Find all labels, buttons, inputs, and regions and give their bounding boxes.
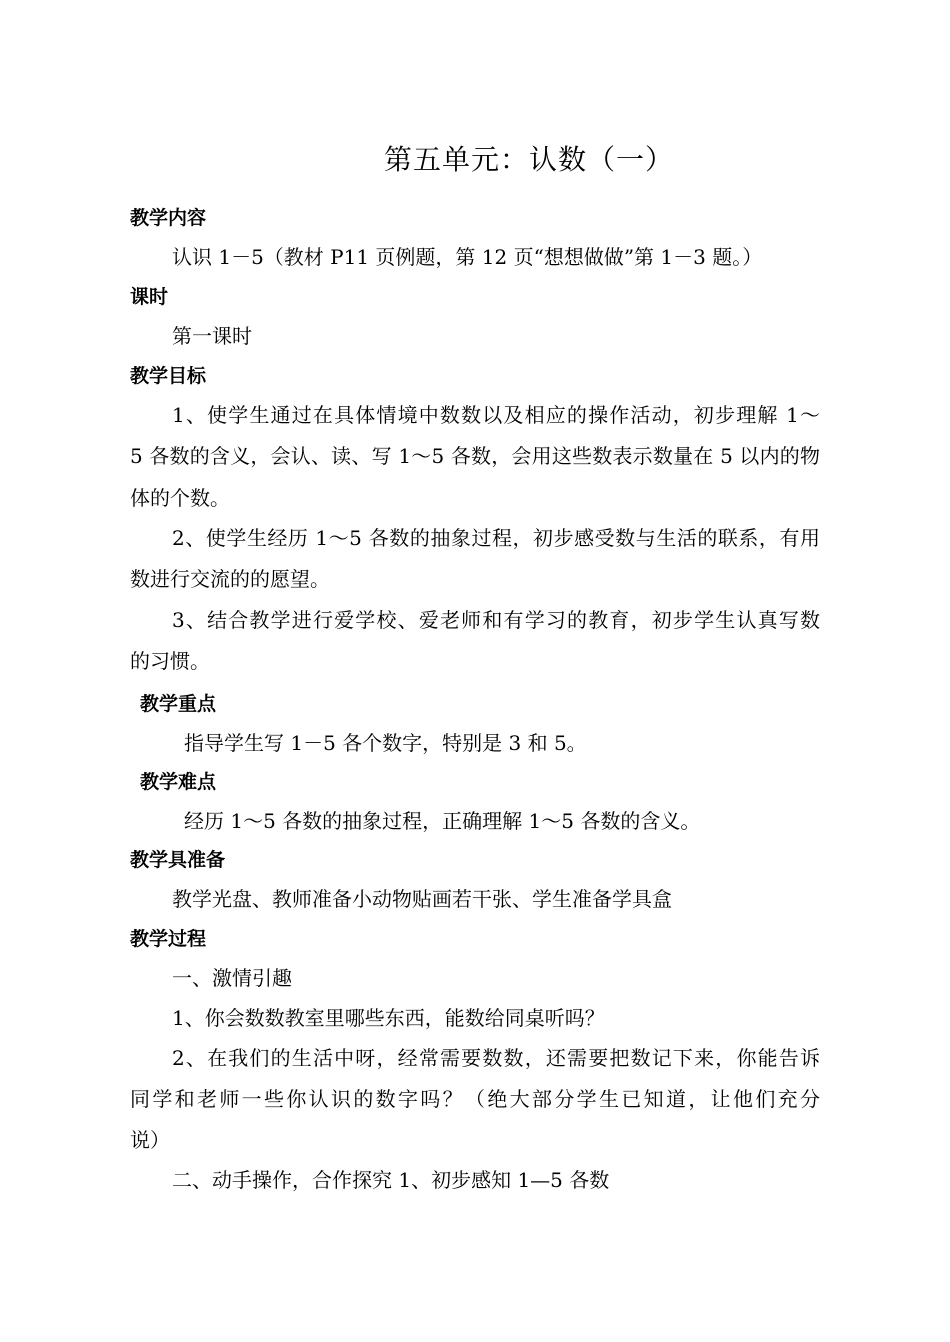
heading-materials: 教学具准备 xyxy=(130,849,226,871)
heading-difficult-points: 教学难点 xyxy=(140,771,217,793)
heading-teaching-content: 教学内容 xyxy=(130,207,207,229)
heading-key-points: 教学重点 xyxy=(140,693,217,715)
goal-1-line-2: 5 各数的含义，会认、读、写 1～5 各数，会用这些数表示数量在 5 以内的物 xyxy=(130,444,820,468)
process-step-1: 一、激情引趣 xyxy=(172,966,292,990)
goal-3-line-1: 3、结合教学进行爱学校、爱老师和有学习的教育，初步学生认真写数 xyxy=(172,608,820,632)
process-question-2-line-1: 2、在我们的生活中呀，经常需要数数，还需要把数记下来，你能告诉 xyxy=(172,1046,820,1070)
process-question-2-line-3: 说） xyxy=(130,1128,170,1152)
goal-1-line-1: 1、使学生通过在具体情境中数数以及相应的操作活动，初步理解 1～ xyxy=(172,403,820,427)
goal-1-line-3: 体的个数。 xyxy=(130,486,230,510)
page-title: 第五单元：认数（一） xyxy=(383,143,674,176)
goal-3-line-2: 的习惯。 xyxy=(130,649,210,673)
process-question-2-line-2: 同学和老师一些你认识的数字吗？（绝大部分学生已知道，让他们充分 xyxy=(130,1087,820,1111)
key-points-text: 指导学生写 1－5 各个数字，特别是 3 和 5。 xyxy=(184,731,587,755)
heading-teaching-goals: 教学目标 xyxy=(130,365,207,387)
goal-2-line-1: 2、使学生经历 1～5 各数的抽象过程，初步感受数与生活的联系，有用 xyxy=(172,526,820,550)
goal-2-line-2: 数进行交流的的愿望。 xyxy=(130,567,330,591)
process-step-2: 二、动手操作，合作探究 1、初步感知 1—5 各数 xyxy=(172,1168,610,1192)
heading-teaching-process: 教学过程 xyxy=(130,928,207,950)
difficult-points-text: 经历 1～5 各数的抽象过程，正确理解 1～5 各数的含义。 xyxy=(184,809,701,833)
materials-text: 教学光盘、教师准备小动物贴画若干张、学生准备学具盒 xyxy=(172,887,672,911)
heading-class-period: 课时 xyxy=(130,286,169,308)
process-question-1: 1、你会数数教室里哪些东西，能数给同桌听吗？ xyxy=(172,1006,605,1030)
teaching-content-text: 认识 1－5（教材 P11 页例题，第 12 页“想想做做”第 1－3 题。） xyxy=(172,245,763,269)
class-period-text: 第一课时 xyxy=(172,324,252,348)
